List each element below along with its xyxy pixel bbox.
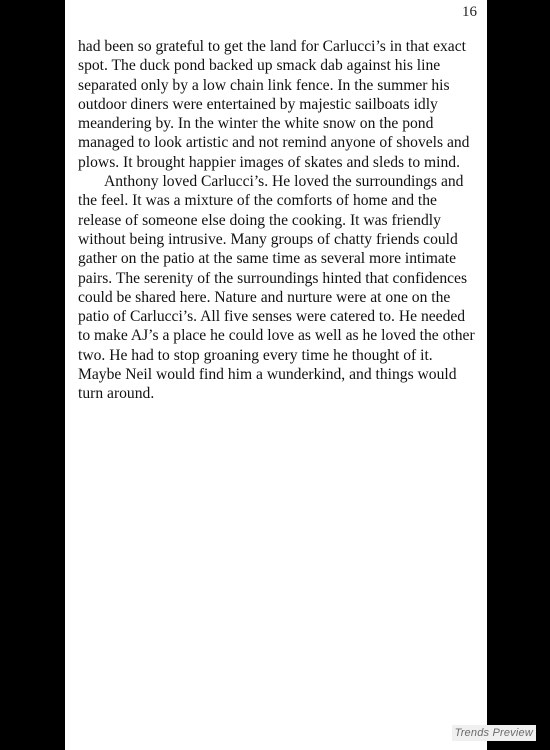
page-number: 16 bbox=[462, 4, 477, 20]
book-page bbox=[65, 0, 487, 750]
watermark: Trends Preview bbox=[452, 725, 536, 741]
page-body bbox=[78, 37, 478, 404]
paragraph: Anthony loved Carlucci’s. He loved the surroundings and the feel. It was a mixture of the comforts of home and the release of someone else doing the cooking. It was friendly without being intrusive. Many groups of chatty friends could gather on the patio at the same time as several more intimate pairs. The serenity of the surroundings hinted that confidences could be shared here. Nature and nurture were at one on the patio of Carlucci’s. All five senses were catered to. He needed to make AJ’s a place he could love as well as he loved the other two. He had to stop groaning every time he thought of it. Maybe Neil would find him a wunderkind, and things would turn around. bbox=[78, 173, 475, 403]
paragraph: had been so grateful to get the land for Carlucci’s in that exact spot. The duck pond backed up smack dab against his line separated only by a low chain link fence. In the summer his outdoor diners were entertained by majestic sailboats idly meandering by. In the winter the white snow on the pond managed to look artistic and not remind anyone of shovels and plows. It brought happier images of skates and sleds to mind. bbox=[78, 38, 470, 171]
